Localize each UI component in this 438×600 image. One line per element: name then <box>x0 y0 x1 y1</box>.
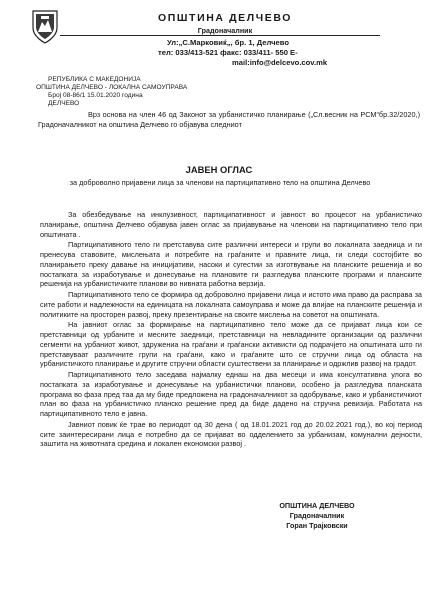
body-text <box>40 210 422 450</box>
signature-role: Градоначалник <box>289 511 345 520</box>
body-paragraph: Партиципативното тело се формира од доброволно пријавени лица и истото има право да расправа за сите работи и надлежности на единицата на локалната самоуправа и може да влијае на планските решенија и политиките на просторен развој, преку презентирање на своите мислења на советот на општината. <box>40 290 422 319</box>
signature-name: Горан Трајковски <box>286 521 348 530</box>
letterhead-address: Ул:„С.Марковиќ„, бр. 1, Делчево <box>167 38 289 47</box>
municipal-crest-icon <box>32 10 58 44</box>
signature-municipality: ОПШТИНА ДЕЛЧЕВО <box>279 501 355 510</box>
body-paragraph: Партиципативното тело ги претставува сите различни интереси и групи во локалната заедница и ги пренесува ставовите, мислењата и потребите на граѓаните и правните лица, ги следи состојбите во планирањето преку давање на иницијативи, насоки и сугестии за изготвување на планските решенија и во постапката за изработување и донесување на плановите ги разгледува планските програми и планските решенија на урбанистичките планови во нивната работна верзија. <box>40 240 422 289</box>
body-paragraph: За обезбедување на инклузивност, партиципативност и јавност во процесот на урбанистичко планирање, општина Делчево објавува јавен оглас за пријавување на членови на партиципативно тело при општината . <box>40 210 422 239</box>
intro-paragraph: Врз основа на член 46 од Законот за урбанистичко планирање („Сл.весник на РСМ“бр.32/2020,) Градоначалникот на општина Делчево го објавува следниот <box>38 110 420 129</box>
issuer-republic: РЕПУБЛИКА С МАКЕДОНИЈА <box>48 76 141 83</box>
body-paragraph: Јавниот повик ќе трае во периодот од 30 дена ( од 18.01.2021 год до 20.02.2021 год.), во кој период сите заинтересирани лица е потребно да се пријават во одделението за урбанизам, комунални дејности, заштита на животната средина и локален економски развој . <box>40 419 422 449</box>
letterhead-divider <box>60 35 380 36</box>
issuer-reference: Број 08-86/1 15.01.2020 година <box>48 92 143 99</box>
letterhead-email: mail:info@delcevo.cov.mk <box>232 58 328 67</box>
body-paragraph: Партиципативното тело заседава најмалку еднаш на два месеци и има консултативна улога во постапката за изработување и донесување на урбанистички планови, особено ја разгледува планската програма во фаза пред таа да му биде предложена на градоначалникот за одобрување, како и урбанистичкиот план во фаза на урбанистичко планско решение пред да биде дадено на стручна ревизија. Работата на партиципативното тело е јавна. <box>40 370 422 418</box>
issuer-city: ДЕЛЧЕВО <box>48 100 80 107</box>
letterhead-phone: тел: 033/413-521 факс: 033/411- 550 Е- <box>158 48 298 57</box>
document-subtitle: за доброволно пријавени лица за членови на партиципативно тело на општина Делчево <box>69 178 371 187</box>
letterhead-municipality: ОПШТИНА ДЕЛЧЕВО <box>157 12 293 24</box>
letterhead-office: Градоначалник <box>197 26 253 35</box>
body-paragraph: На јавниот оглас за формирање на партиципативно тело може да се пријават лица кои се претставници од урбаните и месните заедници, претставници на невладините организации од различни сегменти на урбаниот живот, здружениа на граѓани и граѓански активисти од подрачјето на општината што ги претставуваат различните групи на граѓани, како и граѓаните што се стручни лица од областа на урбанистичкото планирање и другите стручни области суштествени за планирање и одржлив развој на градот. <box>40 320 422 369</box>
document-title: ЈАВЕН ОГЛАС <box>185 164 253 175</box>
signature-block <box>252 501 382 531</box>
issuer-government: ОПШТИНА ДЕЛЧЕВО - ЛОКАЛНА САМОУПРАВА <box>36 84 188 91</box>
